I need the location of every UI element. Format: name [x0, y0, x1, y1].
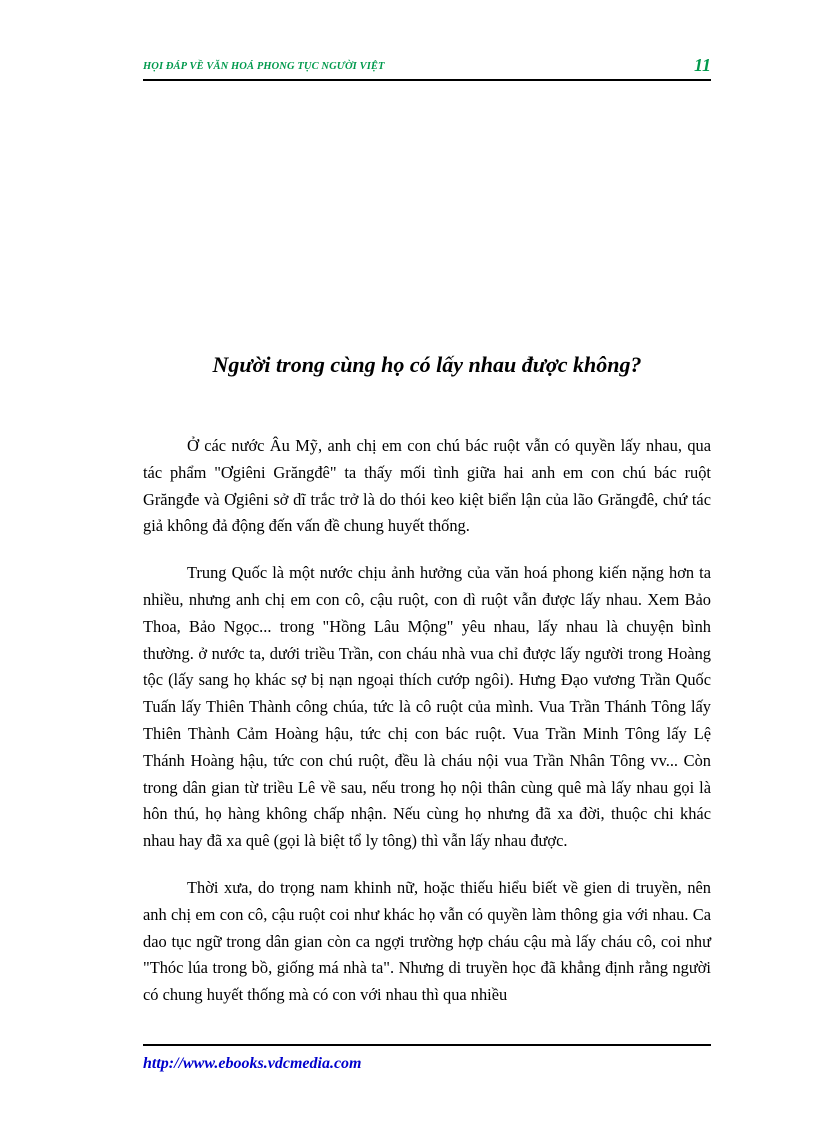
page-footer [143, 1044, 711, 1073]
running-title: HỌI ĐÁP VỀ VĂN HOÁ PHONG TỤC NGƯỜI VIỆT [143, 61, 385, 72]
paragraph: Ở các nước Âu Mỹ, anh chị em con chú bác ruột vẫn có quyền lấy nhau, qua tác phẩm "Ơgiêni Grăngđê" ta thấy mối tình giữa hai anh em con chú bác ruột Grăngđe và Ơgiêni sở dĩ trắc trở là do thói keo kiệt biển lận của lão Grăngđê, chứ tác giả không đả động đến vấn đề chung huyết thống. [143, 436, 711, 536]
footer-url-link[interactable]: http://www.ebooks.vdcmedia.com [143, 1055, 362, 1072]
page-number: 11 [693, 55, 711, 75]
article-body [143, 433, 711, 1029]
article-title: Người trong cùng họ có lấy nhau được không? [212, 352, 642, 377]
paragraph: Thời xưa, do trọng nam khinh nữ, hoặc thiếu hiểu biết về gien di truyền, nên anh chị em con cô, cậu ruột coi như khác họ vẫn có quyền làm thông gia với nhau. Ca dao tục ngữ trong dân gian còn ca ngợi trường hợp cháu cậu mà lấy cháu cô, coi như "Thóc lúa trong bồ, giống má nhà ta". Nhưng di truyền học đã khẳng định rằng người có chung huyết thống mà có con với nhau thì qua nhiều [143, 877, 711, 1005]
paragraph: Trung Quốc là một nước chịu ảnh hưởng của văn hoá phong kiến nặng hơn ta nhiều, nhưng anh chị em con cô, cậu ruột, con dì ruột vẫn được lấy nhau. Xem Bảo Thoa, Bảo Ngọc... trong "Hồng Lâu Mộng" yêu nhau, lấy nhau là chuyện bình thường. ở nước ta, dưới triều Trần, con cháu nhà vua chỉ được lấy người trong Hoàng tộc (lấy sang họ khác sợ bị nạn ngoại thích cướp ngôi). Hưng Đạo vương Trần Quốc Tuấn lấy Thiên Thành công chúa, tức là cô ruột của mình. Vua Trần Thánh Tông lấy Thiên Thành Cảm Hoàng hậu, tức chị con bác ruột. Vua Trần Minh Tông lấy Lệ Thánh Hoàng hậu, tức con chú ruột, đều là cháu nội vua Trần Nhân Tông vv... Còn trong dân gian từ triều Lê về sau, nếu trong họ nội thân cùng quê mà lấy nhau gọi là hôn thú, họ hàng không chấp nhận. Nếu cùng họ nhưng đã xa đời, thuộc chi khác nhau hay đã xa quê (gọi là biệt tổ ly tông) thì vẫn lấy nhau được. [143, 563, 711, 851]
page-header [143, 53, 711, 81]
